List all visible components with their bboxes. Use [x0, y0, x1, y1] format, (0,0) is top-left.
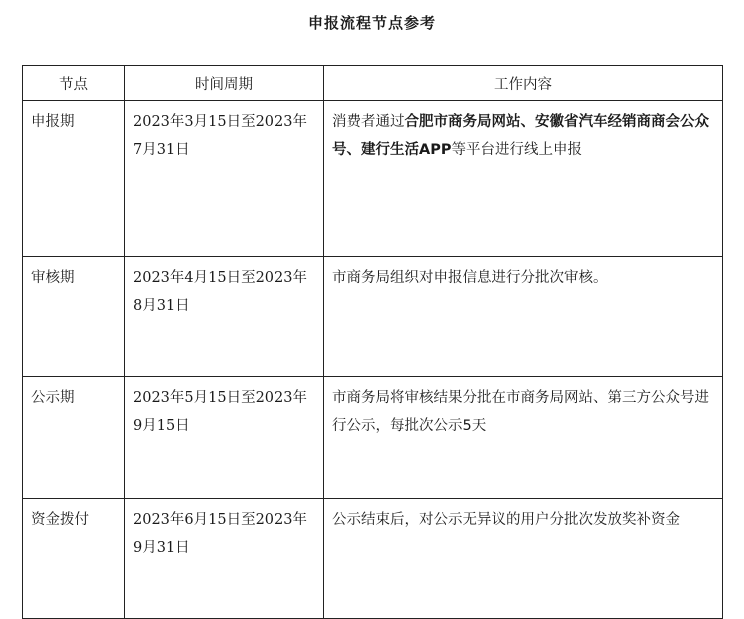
table-row — [23, 257, 723, 377]
cell-work — [324, 377, 723, 499]
table-row — [23, 101, 723, 257]
cell-node: 公示期 — [23, 377, 125, 499]
cell-node: 资金拨付 — [23, 499, 125, 619]
page-title: 申报流程节点参考 — [307, 14, 436, 32]
work-text: 消费者通过 — [332, 114, 405, 130]
cell-node: 申报期 — [23, 101, 125, 257]
cell-node: 审核期 — [23, 257, 125, 377]
cell-work — [324, 257, 723, 377]
work-text-suffix: 等平台进行线上申报 — [451, 142, 582, 158]
cell-period: 2023年5月15日至2023年9月15日 — [125, 377, 324, 499]
header-node: 节点 — [23, 66, 125, 101]
cell-period: 2023年3月15日至2023年7月31日 — [125, 101, 324, 257]
table-header-row — [23, 66, 723, 101]
header-work: 工作内容 — [324, 66, 723, 101]
header-period: 时间周期 — [125, 66, 324, 101]
cell-period: 2023年6月15日至2023年9月31日 — [125, 499, 324, 619]
work-text-bold: 合肥市商务局网站、安徽省汽车经销商商会公众号、建行生活APP — [332, 114, 709, 158]
table-row — [23, 499, 723, 619]
cell-period: 2023年4月15日至2023年8月31日 — [125, 257, 324, 377]
schedule-table — [22, 65, 723, 619]
work-text: 公示结束后，对公示无异议的用户分批次发放奖补资金 — [332, 512, 680, 528]
cell-work — [324, 499, 723, 619]
work-text: 市商务局组织对申报信息进行分批次审核。 — [332, 270, 608, 286]
cell-work — [324, 101, 723, 257]
work-text: 市商务局将审核结果分批在市商务局网站、第三方公众号进行公示，每批次公示5天 — [332, 390, 709, 434]
table-row — [23, 377, 723, 499]
